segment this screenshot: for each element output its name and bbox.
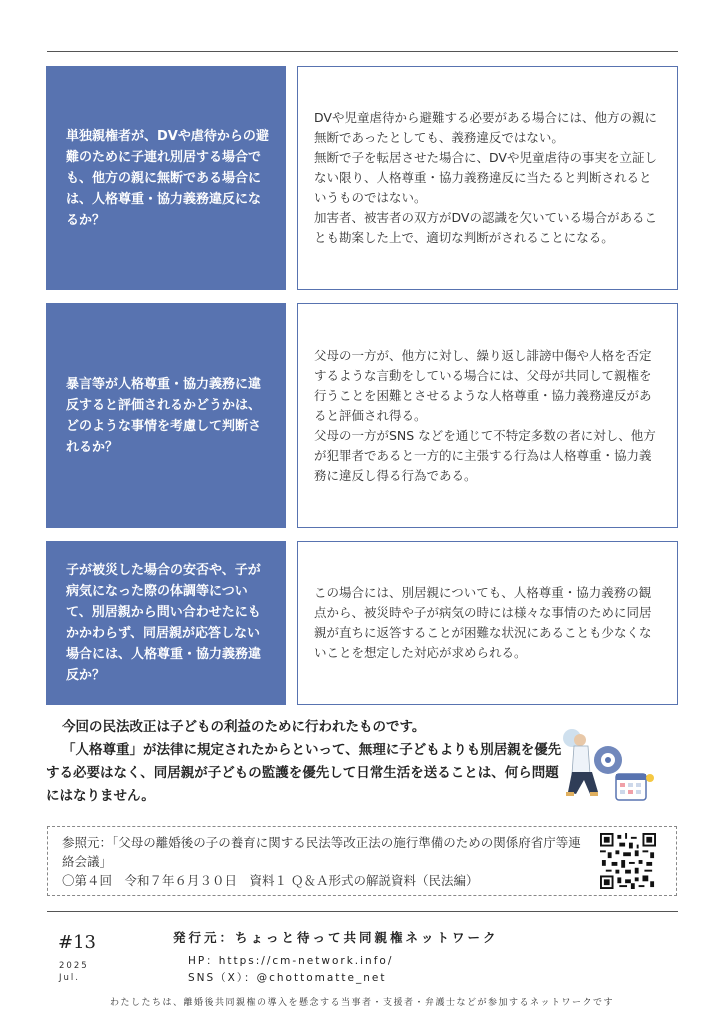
question-text-2: 暴言等が人格尊重・協力義務に違反すると評価されるかどうかは、どのような事情を考慮して判断されるか？ (66, 376, 262, 455)
conclusion-line-1: 今回の民法改正は子どもの利益のために行われたものです。 (62, 719, 426, 735)
answer-paragraph: 父母の一方がSNS などを通じて不特定多数の者に対し、他方が犯罪者であると一方的に主張する行為は人格尊重・協力義務に違反し得る行為である。 (314, 427, 656, 483)
answer-box-1 (297, 66, 678, 290)
publisher: 発行元：ちょっと待って共同親権ネットワーク (173, 930, 499, 945)
answer-paragraph: この場合には、別居親についても、人格尊重・協力義務の観点から、被災時や子が病気の時には様々な事情のために同居親が直ちに返答することが困難な状況にあることも少なくないことを想定した対応が求められる。 (314, 585, 652, 660)
answer-paragraph: 無断で子を転居させた場合に、DVや児童虐待の事実を立証しない限り、人格尊重・協力義務違反に当たると判断されるというものではない。 (314, 150, 657, 205)
issue-year: 2025 (59, 961, 89, 971)
qr-code-icon[interactable] (600, 833, 656, 889)
question-box-3 (46, 541, 286, 705)
conclusion (46, 716, 566, 808)
homepage-link[interactable]: HP：https://cm-network.info/ (188, 955, 394, 967)
reference-line-2: 〇第４回 令和７年６月３０日 資料１ Ｑ＆Ａ形式の解説資料（民法編） (62, 873, 479, 888)
issue-month: Jul. (59, 973, 80, 983)
question-box-1 (46, 66, 286, 290)
conclusion-line-2: 「人格尊重」が法律に規定されたからといって、無理に子どもよりも別居親を優先する必要はなく、同居親が子どもの監護を優先して日常生活を送ることは、何ら問題にはなりません。 (46, 742, 562, 804)
person-with-calendar-illustration (558, 722, 658, 804)
footer-tagline: わたしたちは、離婚後共同親権の導入を懸念する当事者・支援者・弁護士などが参加するネットワークです (109, 998, 614, 1008)
question-text-3: 子が被災した場合の安否や、子が病気になった際の体調等について、別居親から問い合わせたにもかかわらず、同居親が応答しない場合には、人格尊重・協力義務違反か？ (66, 563, 262, 683)
issue-number: #13 (58, 932, 96, 953)
answer-box-2 (297, 303, 678, 528)
answer-paragraph: 加害者、被害者の双方がDVの認識を欠いている場合があることも勘案した上で、適切な判断がされることになる。 (314, 210, 657, 245)
sns-link[interactable]: SNS（X）：@chottomatte_net (188, 972, 387, 984)
reference-line-1: 参照元：「父母の離婚後の子の養育に関する民法等改正法の施行準備のための関係府省庁等連絡会議」 (62, 835, 581, 869)
question-box-2 (46, 303, 286, 528)
answer-paragraph: 父母の一方が、他方に対し、繰り返し誹謗中傷や人格を否定するような言動をしている場合には、父母が共同して親権を行うことを困難とさせるような人格尊重・協力義務違反があると評価され得る。 (314, 347, 652, 423)
top-rule (47, 51, 678, 52)
reference-box (47, 826, 677, 896)
answer-box-3 (297, 541, 678, 705)
footer-rule (47, 911, 678, 912)
issue-date (59, 960, 89, 984)
answer-paragraph: DVや児童虐待から避難する必要がある場合には、他方の親に無断であったとしても、義務違反ではない。 (314, 110, 657, 145)
question-text-1: 単独親権者が、DVや虐待からの避難のために子連れ別居する場合でも、他方の親に無断である場合には、人格尊重・協力義務違反になるか？ (66, 128, 269, 228)
